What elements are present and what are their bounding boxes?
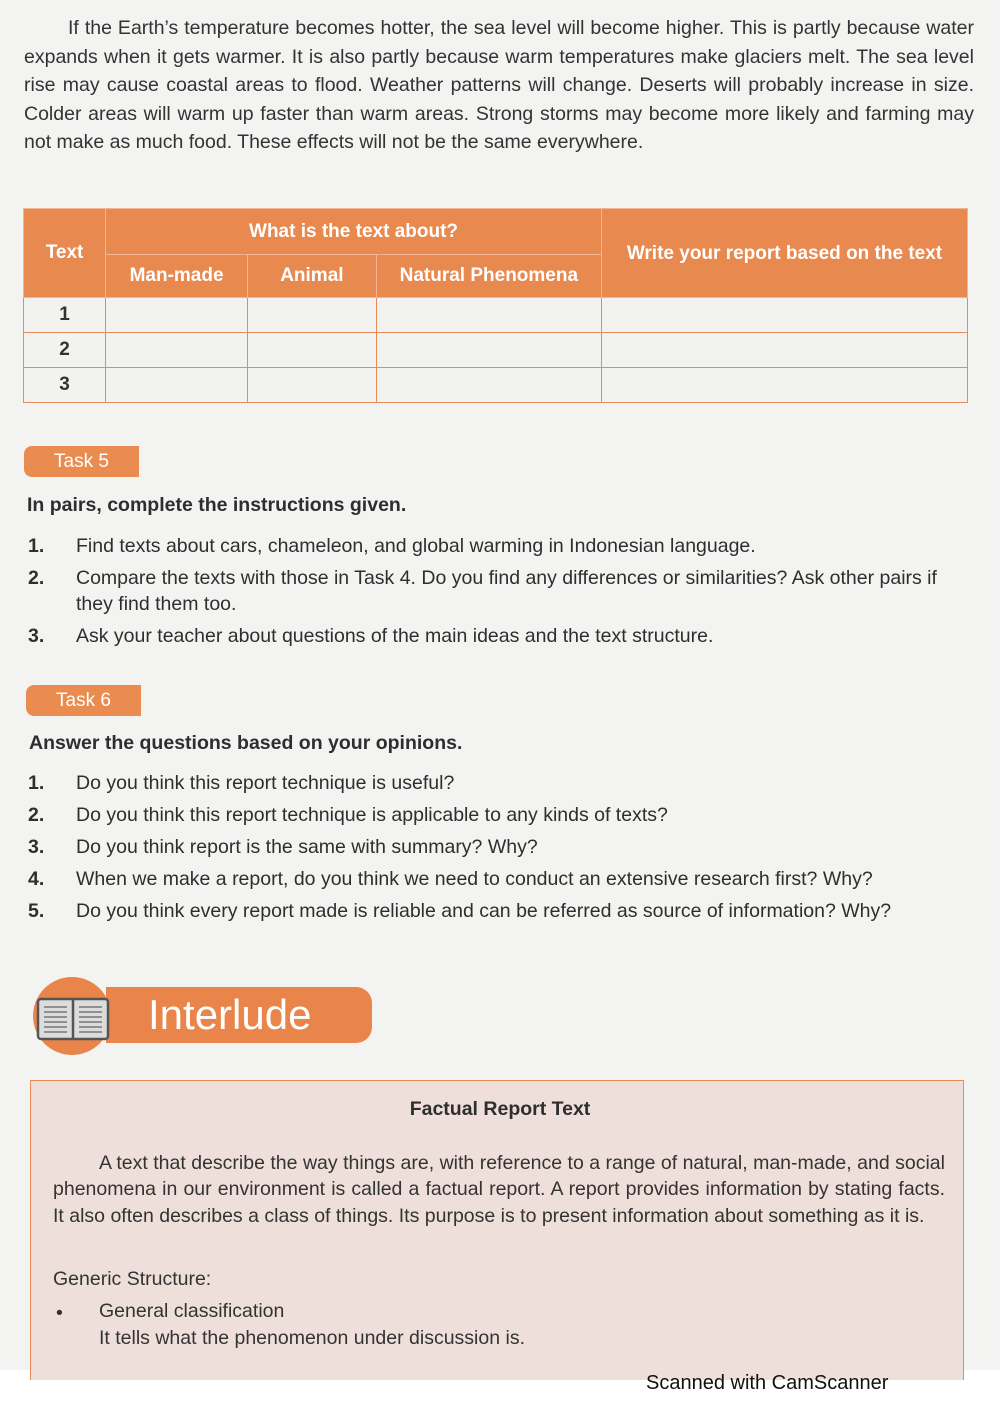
item-number: 2. [28, 804, 45, 826]
animal-header: Animal [248, 255, 377, 298]
table-cell[interactable] [106, 333, 248, 368]
table-cell[interactable] [376, 298, 601, 333]
table-cell[interactable] [376, 368, 601, 403]
natural-phenomena-header: Natural Phenomena [376, 255, 601, 298]
row-number: 2 [24, 333, 106, 368]
book-icon [36, 996, 110, 1042]
bullet-title: General classification [99, 1300, 285, 1322]
table-cell[interactable] [106, 368, 248, 403]
item-text: Ask your teacher about questions of the main ideas and the text structure. [76, 625, 714, 647]
list-item [28, 533, 973, 559]
item-text: Do you think this report technique is applicable to any kinds of texts? [76, 804, 668, 826]
box-title: Factual Report Text [409, 1098, 591, 1120]
table-cell[interactable] [248, 368, 377, 403]
scanner-watermark: Scanned with CamScanner [646, 1372, 889, 1394]
table-cell[interactable] [601, 298, 967, 333]
table-row [24, 298, 968, 333]
item-text: Find texts about cars, chameleon, and global warming in Indonesian language. [76, 535, 756, 557]
table-cell[interactable] [248, 298, 377, 333]
list-item [28, 834, 973, 860]
task6-title: Answer the questions based on your opinions. [29, 732, 463, 754]
report-column-header: Write your report based on the text [601, 209, 967, 298]
item-text: Do you think this report technique is useful? [76, 772, 455, 794]
report-table [23, 208, 968, 403]
table-cell[interactable] [248, 333, 377, 368]
table-cell[interactable] [601, 368, 967, 403]
table-cell[interactable] [601, 333, 967, 368]
interlude-banner: Interlude [106, 987, 372, 1043]
structure-label: Generic Structure: [53, 1268, 212, 1290]
table-cell[interactable] [106, 298, 248, 333]
list-item [28, 770, 973, 796]
list-item [28, 802, 973, 828]
text-column-header: Text [24, 209, 106, 298]
item-number: 3. [28, 836, 45, 858]
item-number: 5. [28, 900, 45, 922]
bullet-description: It tells what the phenomenon under discussion is. [99, 1327, 526, 1349]
intro-text: If the Earth’s temperature becomes hotter, the sea level will become higher. This is partly because water expands when it gets warmer. It is also partly because warm temperatures make glaciers melt. The sea level rise may cause coastal areas to flood. Weather patterns will change. Deserts will probably increase in size. Colder areas will warm up faster than warm areas. Strong storms may become more likely and farming may not make as much food. These effects will not be the same everywhere. [24, 17, 974, 154]
table-cell[interactable] [376, 333, 601, 368]
man-made-header: Man-made [106, 255, 248, 298]
box-paragraph: A text that describe the way things are, with reference to a range of natural, man-made, and social phenomena in our environment is called a factual report. A report provides information by stating facts. It also often describes a class of things. Its purpose is to present information about something as it is. [53, 1152, 945, 1227]
table-row [24, 333, 968, 368]
item-number: 2. [28, 567, 45, 589]
intro-paragraph [24, 14, 974, 157]
task6-tag: Task 6 [26, 685, 141, 716]
row-number: 1 [24, 298, 106, 333]
item-number: 1. [28, 535, 45, 557]
row-number: 3 [24, 368, 106, 403]
bullet-dot: • [56, 1302, 63, 1324]
item-number: 4. [28, 868, 45, 890]
list-item [28, 898, 973, 924]
list-item [28, 565, 973, 617]
list-item [28, 623, 973, 649]
task5-list [28, 533, 973, 655]
list-item [28, 866, 973, 892]
item-text: Do you think every report made is reliable and can be referred as source of information? Why? [76, 900, 892, 922]
item-text: When we make a report, do you think we need to conduct an extensive research first? Why? [76, 868, 873, 890]
item-number: 3. [28, 625, 45, 647]
task5-tag: Task 5 [24, 446, 139, 477]
item-text: Compare the texts with those in Task 4. Do you find any differences or similarities? Ask other pairs if they find them too. [76, 567, 937, 615]
task5-title: In pairs, complete the instructions given. [27, 494, 407, 516]
item-number: 1. [28, 772, 45, 794]
table-row [24, 368, 968, 403]
item-text: Do you think report is the same with summary? Why? [76, 836, 538, 858]
about-column-header: What is the text about? [106, 209, 602, 255]
task6-list [28, 770, 973, 930]
